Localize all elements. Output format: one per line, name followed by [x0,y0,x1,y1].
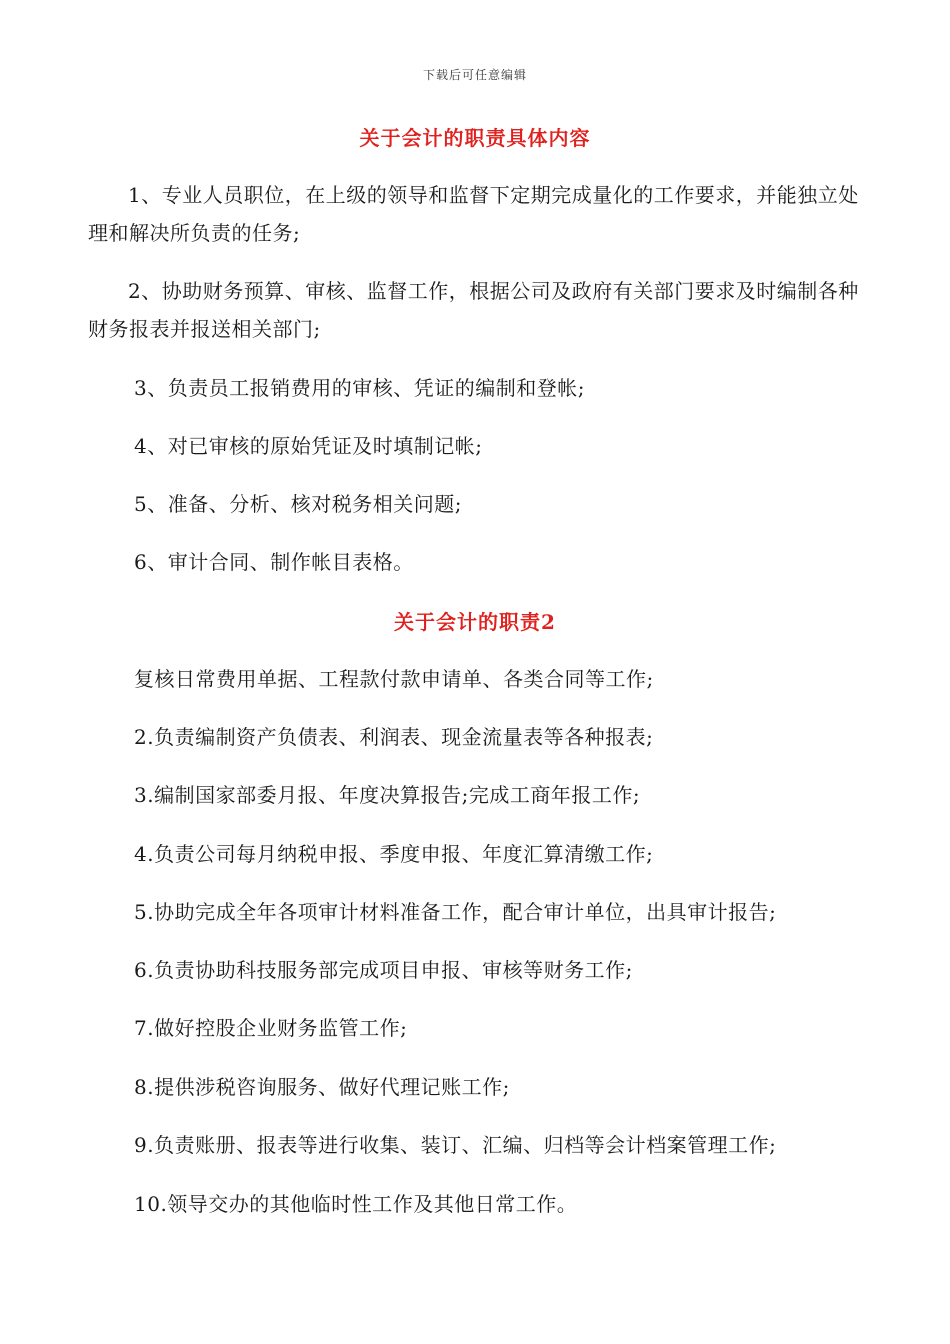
section-2-item-5: 5.协助完成全年各项审计材料准备工作，配合审计单位，出具审计报告; [134,900,777,924]
section-2-title: 关于会计的职责2 [394,610,556,634]
section-1-item-1: 1、专业人员职位，在上级的领导和监督下定期完成量化的工作要求，并能独立处理和解决所负责的任务; [88,183,859,245]
section-1-item-3: 3、负责员工报销费用的审核、凭证的编制和登帐; [134,376,585,400]
section-2-item-4: 4.负责公司每月纳税申报、季度申报、年度汇算清缴工作; [134,842,654,866]
section-1-title: 关于会计的职责具体内容 [359,126,591,150]
section-1-item-4: 4、对已审核的原始凭证及时填制记帐; [134,434,483,458]
section-2-item-7: 7.做好控股企业财务监管工作; [134,1016,408,1040]
section-2-item-1: 复核日常费用单据、工程款付款申请单、各类合同等工作; [134,667,654,691]
section-2-item-2: 2.负责编制资产负债表、利润表、现金流量表等各种报表; [134,725,654,749]
section-2-item-8: 8.提供涉税咨询服务、做好代理记账工作; [134,1075,510,1099]
section-2-item-6: 6.负责协助科技服务部完成项目申报、审核等财务工作; [134,958,633,982]
section-1-item-5: 5、准备、分析、核对税务相关问题; [134,492,462,516]
section-2-item-10: 10.领导交办的其他临时性工作及其他日常工作。 [134,1192,578,1216]
header-note: 下载后可任意编辑 [422,68,527,82]
section-1-item-6: 6、审计合同、制作帐目表格。 [134,550,414,574]
section-2-item-9: 9.负责账册、报表等进行收集、装订、汇编、归档等会计档案管理工作; [134,1133,777,1157]
section-2-item-3: 3.编制国家部委月报、年度决算报告;完成工商年报工作; [134,783,641,807]
section-1-item-2: 2、协助财务预算、审核、监督工作，根据公司及政府有关部门要求及时编制各种财务报表并报送相关部门; [88,279,859,341]
